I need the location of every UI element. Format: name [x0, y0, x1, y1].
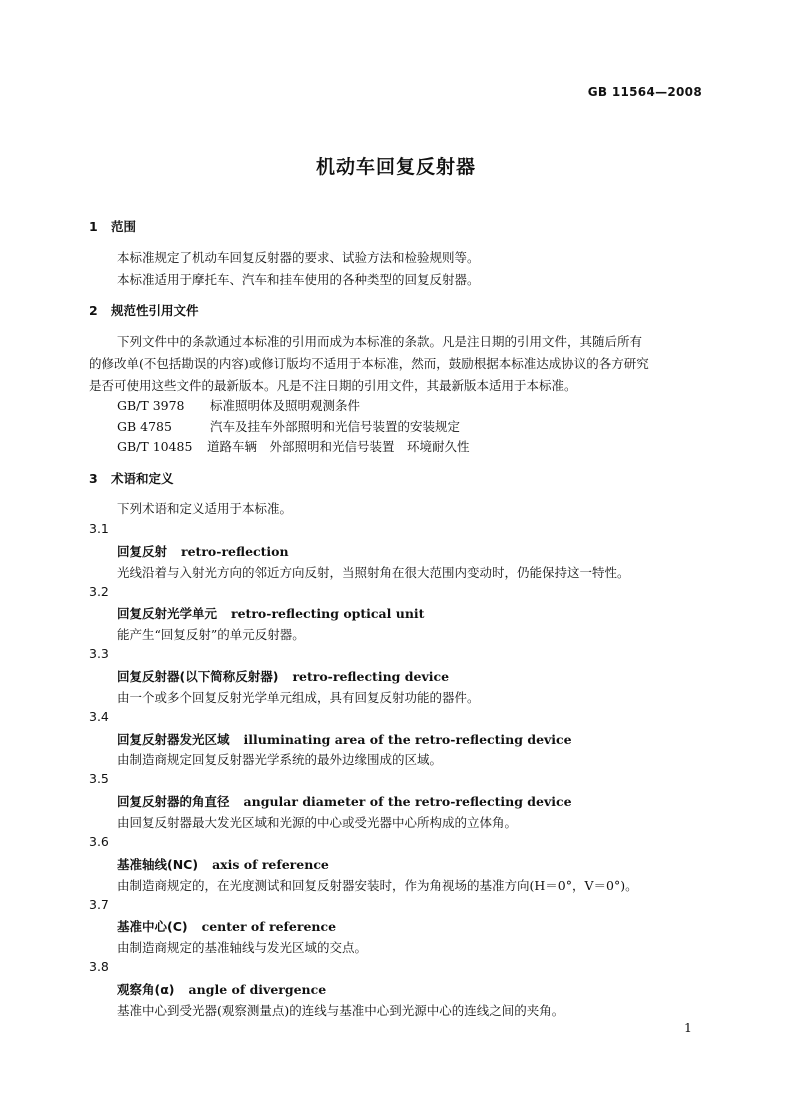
- page-number: 1: [684, 1020, 692, 1035]
- term-chinese: 观察角(α): [117, 982, 175, 997]
- term-definition: 由一个或多个回复反射光学单元组成，具有回复反射功能的器件。: [117, 690, 480, 705]
- reference-item: [117, 417, 460, 435]
- term-definition: 能产生“回复反射”的单元反射器。: [117, 627, 305, 642]
- term-chinese: 基准轴线(NC): [117, 857, 199, 872]
- term-chinese: 回复反射器(以下简称反射器): [117, 669, 279, 684]
- clause-number: 3.1: [89, 521, 109, 536]
- term-chinese: 基准中心(C): [117, 919, 188, 934]
- section-1-heading: [89, 217, 136, 235]
- term-chinese: 回复反射器发光区域: [117, 732, 230, 747]
- term-english: retro-reflecting device: [292, 669, 450, 684]
- paragraph: 本标准适用于摩托车、汽车和挂车使用的各种类型的回复反射器。: [117, 272, 480, 287]
- term-english: angular diameter of the retro-reflecting device: [243, 794, 572, 809]
- section-title: 规范性引用文件: [111, 303, 199, 318]
- section-number: 2: [89, 303, 98, 318]
- term-english: retro-reflecting optical unit: [231, 606, 425, 621]
- section-title: 术语和定义: [111, 471, 174, 486]
- reference-item: [117, 437, 470, 455]
- term-heading: [117, 730, 572, 748]
- term-english: retro-reflection: [181, 544, 289, 559]
- term-heading: [117, 792, 572, 810]
- reference-title: 标准照明体及照明观测条件: [210, 398, 361, 413]
- clause-number: 3.3: [89, 646, 109, 661]
- reference-item: [117, 396, 360, 414]
- clause-number: 3.2: [89, 584, 109, 599]
- clause-number: 3.8: [89, 959, 109, 974]
- term-definition: 由制造商规定的基准轴线与发光区域的交点。: [117, 940, 368, 955]
- section-title: 范围: [111, 219, 137, 234]
- term-english: axis of reference: [212, 857, 329, 872]
- document-title: 机动车回复反射器: [315, 156, 476, 178]
- paragraph-line: 下列文件中的条款通过本标准的引用而成为本标准的条款。凡是注日期的引用文件，其随后所有: [117, 334, 643, 349]
- clause-number: 3.5: [89, 771, 109, 786]
- term-definition: 光线沿着与入射光方向的邻近方向反射，当照射角在很大范围内变动时，仍能保持这一特性。: [117, 565, 630, 580]
- term-heading: [117, 604, 424, 622]
- term-english: illuminating area of the retro-reflecting device: [243, 732, 572, 747]
- paragraph: 下列术语和定义适用于本标准。: [117, 501, 293, 516]
- reference-code: GB/T 10485: [117, 439, 193, 454]
- term-english: angle of divergence: [188, 982, 327, 997]
- section-2-heading: [89, 301, 199, 319]
- section-3-heading: [89, 469, 174, 487]
- reference-title: 汽车及挂车外部照明和光信号装置的安装规定: [210, 419, 461, 434]
- term-heading: [117, 855, 329, 873]
- clause-number: 3.4: [89, 709, 109, 724]
- paragraph: 本标准规定了机动车回复反射器的要求、试验方法和检验规则等。: [117, 250, 480, 265]
- section-number: 1: [89, 219, 98, 234]
- paragraph-line: 是否可使用这些文件的最新版本。凡是不注日期的引用文件，其最新版本适用于本标准。: [89, 378, 577, 393]
- term-chinese: 回复反射器的角直径: [117, 794, 230, 809]
- term-definition: 由制造商规定回复反射器光学系统的最外边缘围成的区域。: [117, 752, 443, 767]
- term-heading: [117, 980, 326, 998]
- term-heading: [117, 667, 449, 685]
- term-chinese: 回复反射: [117, 544, 168, 559]
- reference-code: GB/T 3978: [117, 398, 185, 413]
- paragraph-line: 的修改单(不包括勘误的内容)或修订版均不适用于本标准，然而，鼓励根据本标准达成协议的各方研究: [89, 356, 649, 371]
- standard-number: GB 11564—2008: [587, 85, 702, 99]
- term-definition: 由回复反射器最大发光区域和光源的中心或受光器中心所构成的立体角。: [117, 815, 518, 830]
- term-definition: 由制造商规定的，在光度测试和回复反射器安装时，作为角视场的基准方向(H＝0°，V＝0°)。: [117, 878, 638, 893]
- term-english: center of reference: [201, 919, 337, 934]
- term-chinese: 回复反射光学单元: [117, 606, 218, 621]
- term-heading: [117, 542, 289, 560]
- clause-number: 3.6: [89, 834, 109, 849]
- term-definition: 基准中心到受光器(观察测量点)的连线与基准中心到光源中心的连线之间的夹角。: [117, 1003, 565, 1018]
- clause-number: 3.7: [89, 897, 109, 912]
- reference-title: 道路车辆 外部照明和光信号装置 环境耐久性: [207, 439, 470, 454]
- reference-code: GB 4785: [117, 419, 172, 434]
- term-heading: [117, 917, 336, 935]
- section-number: 3: [89, 471, 98, 486]
